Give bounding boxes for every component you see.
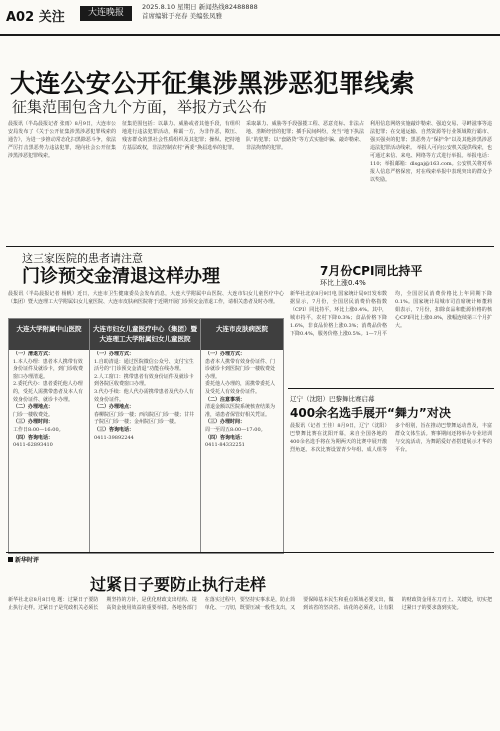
editor-line: 首席编辑于亮春 美编张凤雅: [142, 12, 223, 20]
section-label: [6, 6, 65, 25]
hospital-detail-3: （一）办理方式： 患者本人携带有效身份证件、门诊就诊卡到医院门诊一楼收费处办理。 委托他人办理的，需携带委托人及受托人有效身份证件。 （二）注意事项： 清退金额以医院系统核查结果为准，请患者保管好相关凭证。 （三）办理时间： 周一至周五8:00—17:00。 （四）咨询电话： 0411-84332251: [205, 351, 276, 449]
divider: [288, 388, 494, 389]
divider: [6, 552, 494, 553]
hospital-name-3: 大连市皮肤病医院: [201, 319, 283, 350]
commentary-tag: 新华时评: [8, 555, 39, 564]
main-body-2: 采取暴力、威胁等手段强揽工程、恶意竞标、非法占地、垄断经营的犯罪；插手民间纠纷，充当“地下执法队”的犯罪；以“套路贷”等方式实施诈骗、敲诈勒索、非法拘禁的犯罪。: [246, 121, 364, 151]
hospital-name-1: 大连大学附属中山医院: [9, 319, 89, 350]
main-headline: 大连公安公开征集涉黑涉恶犯罪线索: [10, 69, 415, 98]
hospital-detail-1: （一）清退方式： 1.本人办理：患者本人携带有效身份证件及就诊卡，到门诊收费窗口办理清退。 2.委托代办：患者委托他人办理的，受托人需携带患者及本人有效身份证件、就诊卡办理。 （二）办理地点： 门诊一楼收费处。 （三）办理时间： 工作日8:00—16:00。 （四）咨询电话： 0411-62893410: [13, 351, 84, 449]
page-number: A02: [6, 10, 35, 25]
section-name: 关注: [38, 10, 65, 25]
hospital-headline: 门诊预交金清退这样办理: [22, 266, 220, 287]
main-col-3: [246, 120, 364, 242]
divider: [6, 246, 494, 247]
header-meta: [142, 3, 258, 21]
column-divider: [89, 319, 90, 553]
commentary-headline: 过紧日子要防止执行走样: [90, 575, 267, 594]
hospital-kicker: 这三家医院的患者请注意: [22, 252, 143, 265]
phone-number: 0411-62893410: [13, 442, 53, 449]
dance-kicker: 辽宁（沈阳）巴黎舞比赛启幕: [290, 395, 375, 403]
main-body-1: 征集范围包括：以暴力、威胁或者其他手段，有组织地进行违法犯罪活动，称霸一方，为非作恶，欺压、残害群众的黑社会性质组织及其犯罪；操纵、把持地方基层政权，非法控制农村“两委”换届选举的犯罪。: [122, 121, 240, 151]
cpi-subheadline: 环比上涨0.4%: [320, 279, 366, 287]
newspaper-logo: 大连晚报: [80, 6, 132, 21]
hospital-lead: 晨报讯（半岛晨报记者 杨帆）近日，大连市卫生健康委员会发布消息，大连大学附属中山医院、大连市妇女儿童医疗中心（集团）暨大连理工大学附属妇女儿童医院、大连市皮肤病医院将于近期开展门诊预交金清退工作，请相关患者及时办理。: [8, 291, 284, 305]
dance-body: 晨报讯（记者 王佳）8月9日，辽宁（沈阳）巴黎舞比赛在沈阳开幕，来自全国各地的400余名选手将在为期两天的比赛中展开激烈角逐。本次比赛设置青少年组、成人组等多个组别，旨在推动巴黎舞运动普及，丰富群众文体生活。赛事期间还将举办专业培训与交流活动，为舞蹈爱好者搭建展示才华的平台。: [290, 423, 492, 453]
date-line: 2025.8.10 星期日 新闻热线82488888: [142, 3, 258, 11]
commentary-body: 新华社北京8月8日电 题：过紧日子要防止执行走样。过紧日子是党政机关必须长期坚持的方针，是优化财政支出结构、提高资金使用效益的重要举措。各地各部门在落实过程中，要坚持实事求是，防止简单化、一刀切，既要压减一般性支出，又要保障基本民生和重点领域必要支出，做到该省的坚决省、该花的必须花，让有限的财政资金用在刀刃上、关键处，切实把过紧日子的要求落到实处。: [8, 597, 492, 611]
column-divider: [200, 319, 201, 553]
hospital-detail-2: （一）办理方式： 1.自助清退：通过医院微信公众号、支付宝生活号的“门诊预交金清退”功能在线办理。 2.人工窗口：携带患者有效身份证件及就诊卡到各院区收费窗口办理。 3.代办手续：他人代办需携带患者及代办人有效身份证件。 （二）办理地点： 春柳院区门诊一楼；西岗院区门诊一楼；甘井子院区门诊一楼；金州院区门诊一楼。 （三）咨询电话： 0411-39892244: [94, 351, 195, 441]
hospital-table: [8, 318, 284, 554]
dance-headline: 400余名选手展开“舞力”对决: [290, 406, 451, 420]
cpi-headline: 7月份CPI同比持平: [320, 264, 423, 278]
page-header: [0, 0, 500, 36]
main-col-2: [122, 120, 240, 242]
phone-number: 0411-84332251: [205, 442, 245, 449]
main-body-4: 举报人可向公安机关提供线索，也可通过来信、来电、网络等方式进行举报。举报电话：110；举报邮箱：dlsgaj@163.com。公安机关将对举报人信息严格保密，对在线索举报中表现突出的群众予以奖励。: [370, 145, 492, 183]
main-col-4: [370, 120, 492, 242]
cpi-body: 新华社北京8月9日电 国家统计局9日发布数据显示，7月份，全国居民消费价格指数（CPI）同比持平，环比上涨0.4%。其中，城市持平，农村下降0.3%；食品价格下降1.6%，非食品价格上涨0.3%；消费品价格下降0.4%，服务价格上涨0.5%。1—7月平均，全国居民消费价格比上年同期下降0.1%。国家统计局城市司首席统计师董莉娟表示，7月份，扣除食品和能源价格的核心CPI同比上涨0.8%，涨幅连续第三个月扩大。: [290, 291, 492, 337]
main-subheadline: 征集范围包含九个方面，举报方式公布: [12, 98, 268, 116]
phone-number: 0411-39892244: [94, 434, 134, 441]
hospital-name-2: 大连市妇女儿童医疗中心（集团）暨大连理工大学附属妇女儿童医院: [90, 319, 200, 350]
main-lead: 晨报讯（半岛晨报记者 张雨）8月9日，大连市公安局发布了《关于公开征集涉黑涉恶犯罪线索的通告》，为进一步推动常态化扫黑除恶斗争，依法严厉打击黑恶势力违法犯罪，现向社会公开征集涉黑涉恶犯罪线索。: [8, 121, 116, 159]
main-col-1: [8, 120, 116, 242]
main-body-3: 利用信息网络实施敲诈勒索、强迫交易、寻衅滋事等违法犯罪；在交通运输、自然资源等行业领域欺行霸市、强买强卖的犯罪；黑恶势力“保护伞”以及其他涉黑涉恶违法犯罪活动线索。: [370, 121, 492, 151]
